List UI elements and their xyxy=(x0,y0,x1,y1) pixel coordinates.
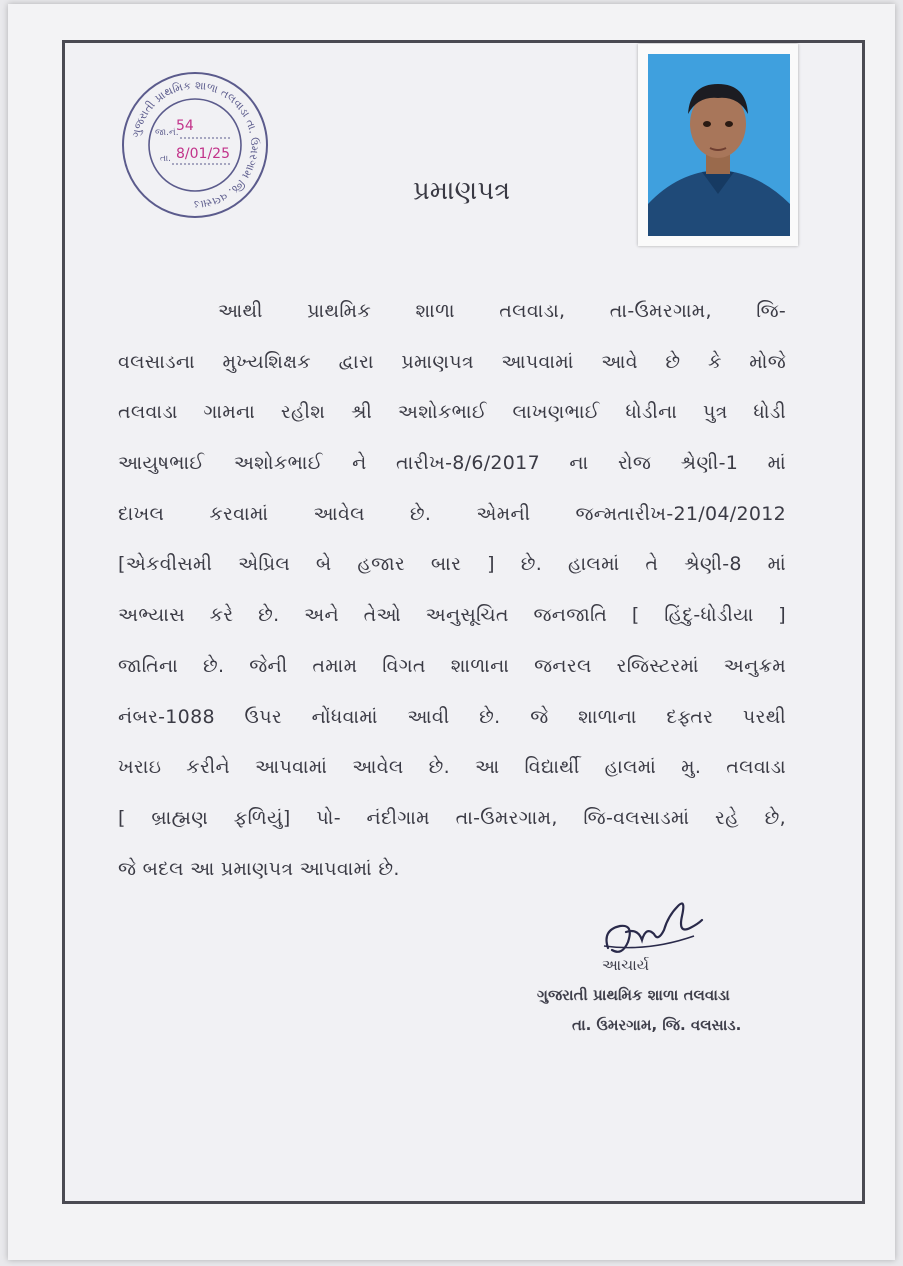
stamp-date-label: તા. xyxy=(160,154,172,164)
body-line: [ બ્રાહ્મણ ફળિયું] પો- નંદીગામ તા-ઉમરગામ, જિ-વલસાડમાં રહે છે, xyxy=(118,806,786,829)
signatory-address: તા. ઉમરગામ, જિ. વલસાડ. xyxy=(572,1016,742,1034)
body-line: તલવાડા ગામના રહીશ શ્રી અશોકભાઈ લાખણભાઈ ધોડીના પુત્ર ધોડી xyxy=(118,401,786,424)
stamp-ring-text: ગુજરાતી પ્રાથમિક શાળા તલવાડા તા. ઉમરગામ જિ. વલસાડ xyxy=(129,78,262,212)
body-line: આથી પ્રાથમિક શાળા તલવાડા, તા-ઉમરગામ, જિ- xyxy=(218,300,786,322)
body-line: નંબર-1088 ઉપર નોંધવામાં આવી છે. જે શાળાના દફ્તર પરથી xyxy=(118,705,786,728)
body-line: જે બદલ આ પ્રમાણપત્ર આપવામાં છે. xyxy=(118,857,400,880)
body-line: અભ્યાસ કરે છે. અને તેઓ અનુસૂચિત જનજાતિ [ હિંદુ-ધોડીયા ] xyxy=(118,604,786,627)
signatory-school: ગુજરાતી પ્રાથમિક શાળા તલવાડા xyxy=(537,986,730,1004)
principal-signature xyxy=(598,886,708,966)
body-line: આયુષભાઈ અશોકભાઈ ને તારીખ-8/6/2017 ના રોજ શ્રેણી-1 માં xyxy=(118,452,786,475)
stamp-date-value: 8/01/25 xyxy=(176,146,230,162)
student-photo xyxy=(638,44,798,246)
stamp-number-value: 54 xyxy=(176,118,194,134)
signatory-role: આચાર્ય xyxy=(602,956,650,974)
certificate-body xyxy=(118,286,786,894)
body-line: વલસાડના મુખ્યશિક્ષક દ્વારા પ્રમાણપત્ર આપવામાં આવે છે કે મોજે xyxy=(118,350,786,373)
body-line: જાતિના છે. જેની તમામ વિગત શાળાના જનરલ રજિસ્ટરમાં અનુક્રમ xyxy=(118,654,786,677)
student-portrait-image xyxy=(638,44,798,246)
body-line: [એકવીસમી એપ્રિલ બે હજાર બાર ] છે. હાલમાં તે શ્રેણી-8 માં xyxy=(118,553,786,576)
stamp-number-label: જા.નં. xyxy=(155,128,179,138)
body-line: દાખલ કરવામાં આવેલ છે. એમની જન્મતારીખ-21/04/2012 xyxy=(118,502,786,525)
body-line: ખરાઇ કરીને આપવામાં આવેલ છે. આ વિદ્યાર્થી હાલમાં મુ. તલવાડા xyxy=(118,756,786,779)
certificate-title: પ્રમાણપત્ર xyxy=(412,176,511,206)
